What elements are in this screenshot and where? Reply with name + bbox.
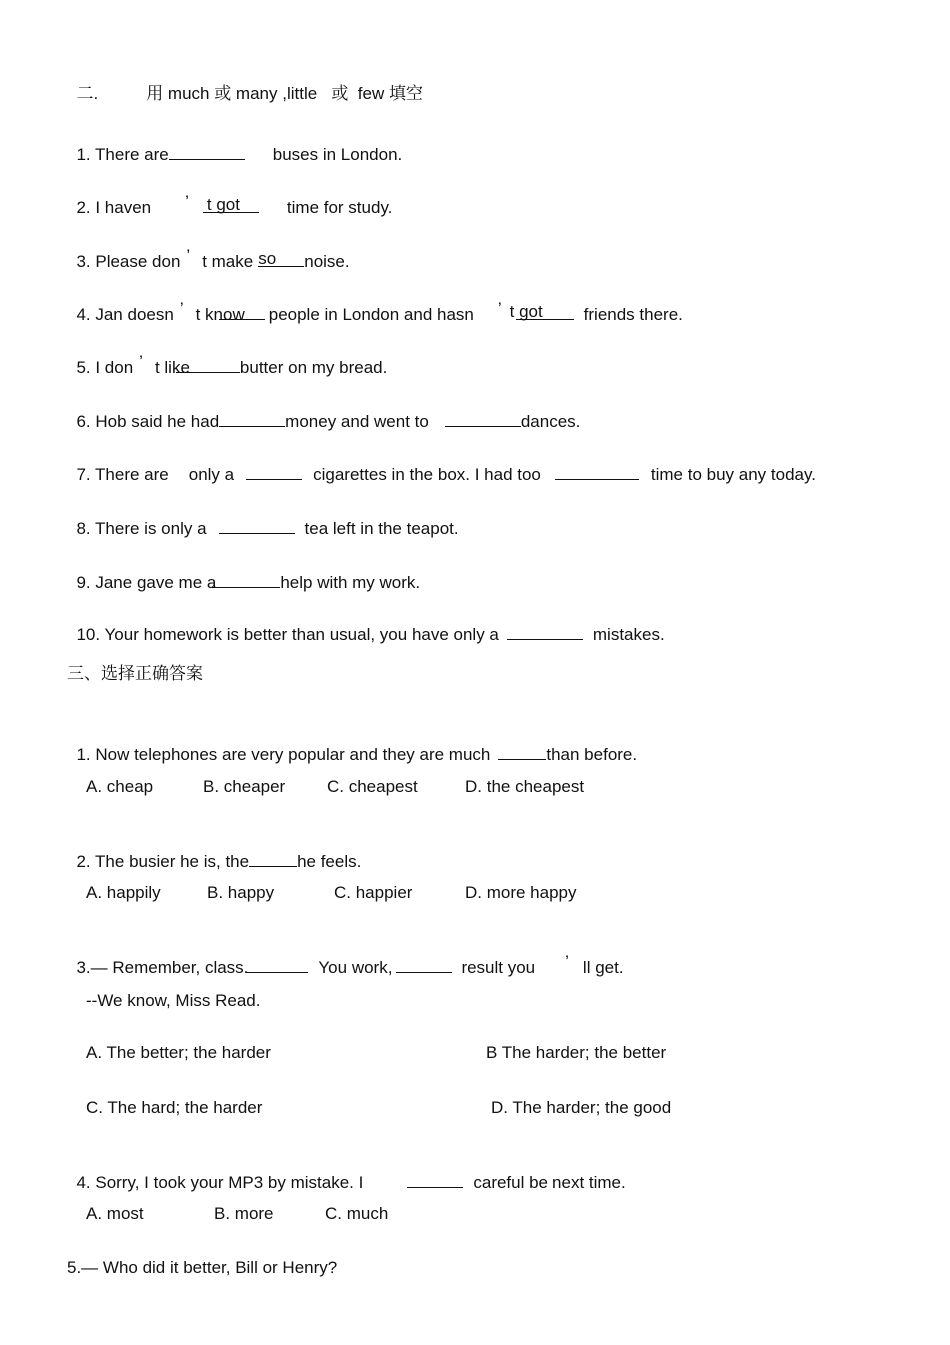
option-c[interactable]: C. happier bbox=[334, 883, 413, 902]
answer-blank[interactable] bbox=[203, 197, 259, 213]
question-text: dances. bbox=[520, 412, 581, 431]
question-text: 4. Sorry, I took your MP3 by mistake. I bbox=[76, 1173, 364, 1192]
question-2-9 bbox=[67, 552, 420, 593]
question-text: 5. I don bbox=[76, 358, 134, 377]
question-text: people in London and hasn bbox=[268, 305, 474, 324]
question-2-5 bbox=[67, 337, 387, 378]
apostrophe: ’ bbox=[565, 952, 569, 971]
question-text: 6. Hob said he had bbox=[76, 412, 220, 431]
filled-text: t got bbox=[206, 195, 240, 214]
question-2-3 bbox=[67, 231, 350, 272]
question-text: t like bbox=[154, 358, 190, 377]
section-2-number: 二. bbox=[76, 84, 99, 103]
apostrophe: ’ bbox=[185, 192, 189, 211]
question-text: help with my work. bbox=[280, 573, 421, 592]
question-text: tea left in the teapot. bbox=[304, 519, 459, 538]
option-a[interactable]: A. cheap bbox=[86, 777, 154, 796]
option-a[interactable]: A. most bbox=[86, 1204, 144, 1223]
question-2-6 bbox=[67, 391, 580, 432]
question-2-8 bbox=[67, 498, 459, 539]
apostrophe: ’ bbox=[186, 246, 191, 265]
question-text: 2. The busier he is, the bbox=[76, 852, 250, 871]
question-text: t make bbox=[202, 252, 254, 271]
option-b[interactable]: B. happy bbox=[207, 883, 275, 902]
option-d[interactable]: D. more happy bbox=[465, 883, 577, 902]
answer-blank[interactable] bbox=[219, 304, 265, 320]
question-text: result you bbox=[461, 958, 536, 977]
option-c[interactable]: C. much bbox=[325, 1204, 389, 1223]
question-2-4 bbox=[67, 284, 683, 325]
answer-blank[interactable] bbox=[212, 572, 280, 588]
apostrophe: ’ bbox=[497, 299, 502, 318]
section-3-heading: 三、选择正确答案 bbox=[67, 664, 203, 683]
question-text: than before. bbox=[546, 745, 638, 764]
answer-blank[interactable] bbox=[246, 957, 308, 973]
question-text: friends there. bbox=[583, 305, 683, 324]
question-3-1 bbox=[67, 724, 637, 765]
answer-blank[interactable] bbox=[176, 357, 240, 373]
question-text: 7. There are bbox=[76, 465, 169, 484]
answer-blank[interactable] bbox=[407, 1172, 463, 1188]
question-text: t know bbox=[195, 305, 245, 324]
question-text: noise. bbox=[304, 252, 350, 271]
question-2-7 bbox=[67, 444, 816, 485]
question-3-3 bbox=[67, 937, 624, 978]
question-text: 1. Now telephones are very popular and they are much bbox=[76, 745, 491, 764]
answer-blank[interactable] bbox=[445, 411, 521, 427]
answer-blank[interactable] bbox=[258, 251, 304, 267]
answer-blank[interactable] bbox=[555, 464, 639, 480]
option-d[interactable]: D. the cheapest bbox=[465, 777, 585, 796]
question-text: 10. Your homework is better than usual, you have only a bbox=[76, 625, 499, 644]
section-2-title: 用 much 或 many ,little 或 few 填空 bbox=[146, 84, 423, 103]
apostrophe: ’ bbox=[179, 299, 184, 318]
question-2-1 bbox=[67, 124, 402, 165]
option-a[interactable]: A. The better; the harder bbox=[86, 1043, 271, 1062]
question-text: 2. I haven bbox=[76, 198, 152, 217]
question-text: mistakes. bbox=[592, 625, 665, 644]
question-text: only a bbox=[188, 465, 235, 484]
answer-blank[interactable] bbox=[246, 464, 302, 480]
answer-blank[interactable] bbox=[509, 302, 574, 321]
answer-blank[interactable] bbox=[249, 851, 297, 867]
question-text: 4. Jan doesn bbox=[76, 305, 174, 324]
question-text: time to buy any today. bbox=[650, 465, 816, 484]
question-text: he feels. bbox=[297, 852, 362, 871]
question-text: ll get. bbox=[582, 958, 624, 977]
question-3-5: 5.— Who did it better, Bill or Henry? bbox=[67, 1258, 338, 1277]
question-text: 3. Please don bbox=[76, 252, 181, 271]
filled-text: so bbox=[258, 249, 277, 268]
section-2-heading bbox=[67, 64, 423, 104]
question-text: next time. bbox=[552, 1173, 626, 1192]
question-text: 8. There is only a bbox=[76, 519, 207, 538]
question-text: 9. Jane gave me a bbox=[76, 573, 217, 592]
question-text: careful be bbox=[473, 1173, 549, 1192]
option-c[interactable]: C. cheapest bbox=[327, 777, 418, 796]
option-b[interactable]: B. cheaper bbox=[203, 777, 286, 796]
answer-blank[interactable] bbox=[507, 624, 583, 640]
reply-text: --We know, Miss Read. bbox=[86, 991, 261, 1010]
answer-blank[interactable] bbox=[396, 957, 452, 973]
question-3-2 bbox=[67, 831, 361, 872]
question-text: buses in London. bbox=[272, 145, 403, 164]
question-3-4 bbox=[67, 1152, 626, 1193]
question-text: 3.— Remember, class. bbox=[76, 958, 249, 977]
option-a[interactable]: A. happily bbox=[86, 883, 161, 902]
question-text: You work, bbox=[318, 958, 393, 977]
question-text: cigarettes in the box. I had too bbox=[313, 465, 541, 484]
option-b[interactable]: B. more bbox=[214, 1204, 274, 1223]
option-b[interactable]: B The harder; the better bbox=[486, 1043, 667, 1062]
question-text: butter on my bread. bbox=[239, 358, 388, 377]
answer-blank[interactable] bbox=[498, 744, 546, 760]
option-c[interactable]: C. The hard; the harder bbox=[86, 1098, 263, 1117]
option-d[interactable]: D. The harder; the good bbox=[491, 1098, 672, 1117]
apostrophe: ’ bbox=[139, 352, 143, 371]
question-text: money and went to bbox=[285, 412, 429, 431]
answer-blank[interactable] bbox=[169, 144, 245, 160]
question-2-2 bbox=[67, 177, 392, 218]
question-text: time for study. bbox=[286, 198, 393, 217]
answer-blank[interactable] bbox=[219, 411, 285, 427]
filled-text: t got bbox=[509, 302, 543, 321]
question-text: 1. There are bbox=[76, 145, 169, 164]
answer-blank[interactable] bbox=[219, 518, 295, 534]
question-2-10 bbox=[67, 604, 665, 645]
